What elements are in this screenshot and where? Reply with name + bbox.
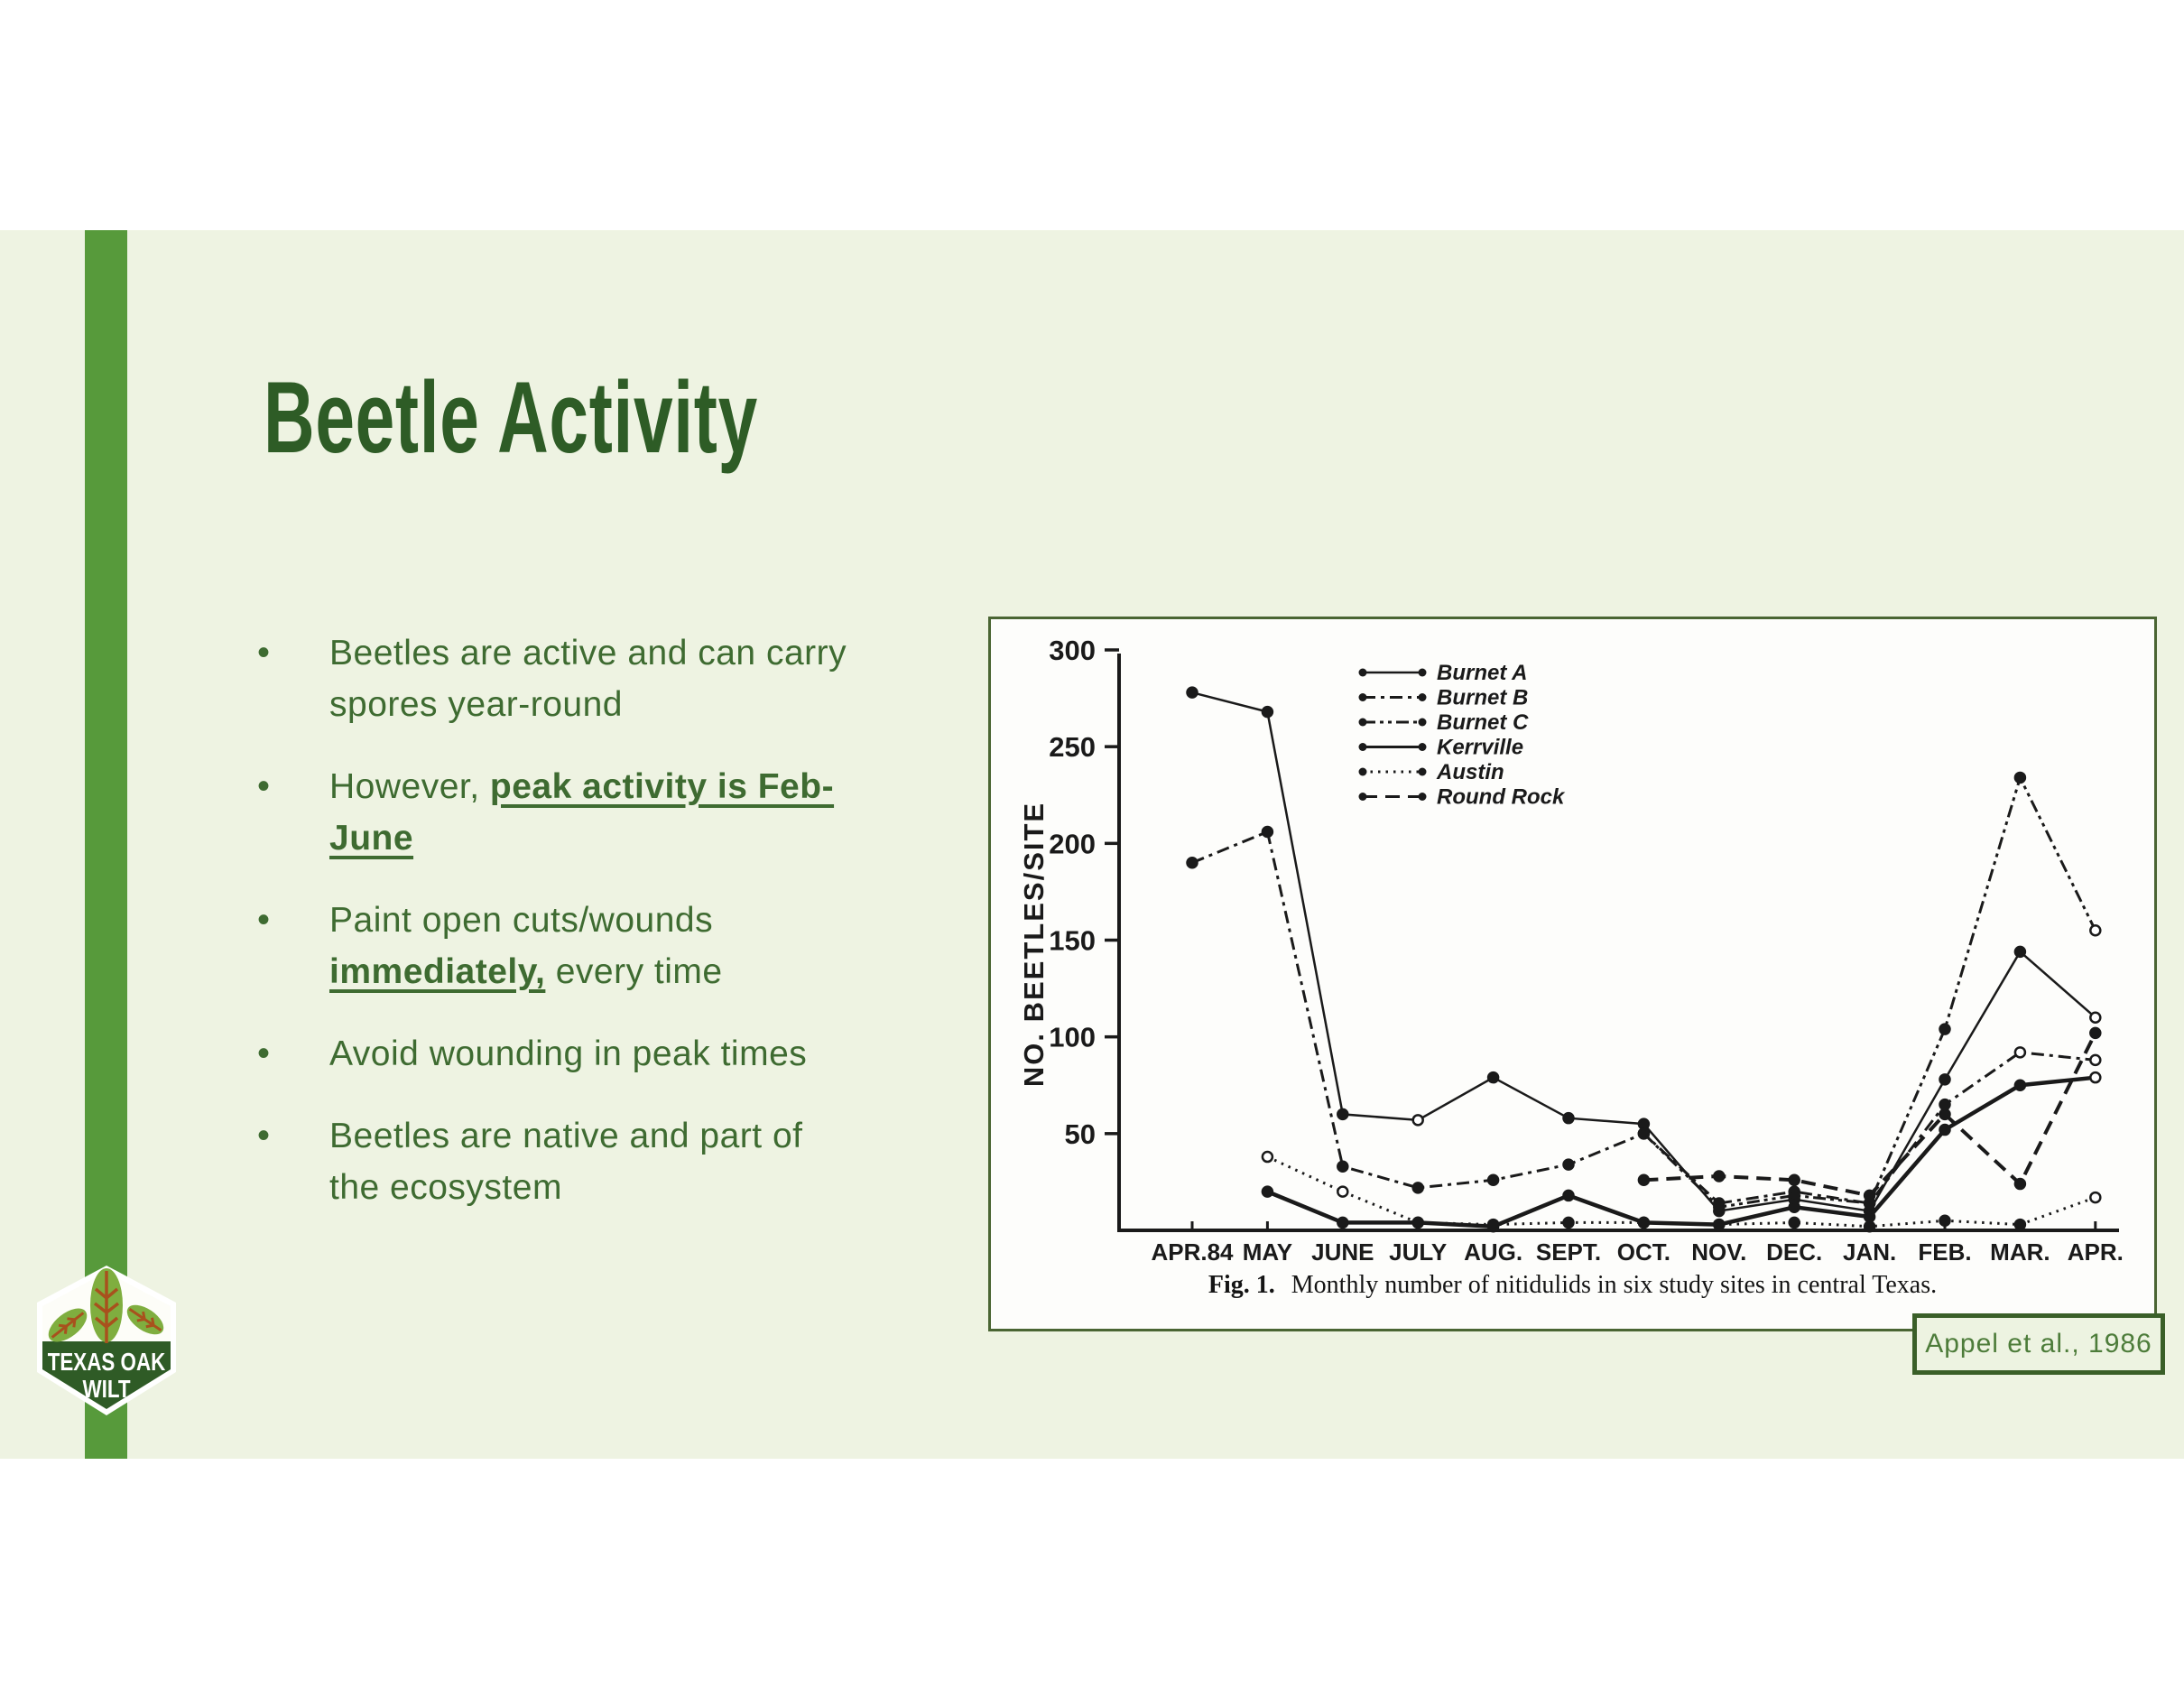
svg-text:APR.: APR.	[2067, 1238, 2124, 1266]
list-item	[257, 1110, 943, 1213]
svg-text:OCT.: OCT.	[1616, 1238, 1671, 1266]
svg-text:NO. BEETLES/SITE: NO. BEETLES/SITE	[1018, 801, 1050, 1088]
svg-text:SEPT.: SEPT.	[1535, 1238, 1602, 1266]
page-title: Beetle Activity	[264, 361, 758, 474]
figure-panel	[988, 617, 2157, 1331]
bullet-text: However, peak activity is Feb- June	[329, 767, 835, 858]
bullet-text: Paint open cuts/wounds immediately, every time	[329, 901, 723, 991]
beetle-activity-chart	[991, 619, 2154, 1329]
svg-text:250: 250	[1049, 731, 1096, 764]
list-item	[257, 1028, 943, 1080]
logo-text-line1: TEXAS OAK	[47, 1348, 166, 1377]
bullet-text: Avoid wounding in peak times	[329, 1034, 808, 1073]
svg-text:50: 50	[1064, 1118, 1096, 1150]
bullet-list	[257, 627, 943, 1244]
list-item	[257, 761, 943, 864]
bullet-marker: •	[257, 633, 271, 672]
svg-text:APR.84: APR.84	[1151, 1238, 1234, 1266]
svg-text:200: 200	[1049, 828, 1096, 860]
svg-text:DEC.: DEC.	[1766, 1238, 1823, 1266]
svg-text:150: 150	[1049, 924, 1096, 957]
bullet-text: Beetles are native and part of the ecosystem	[329, 1117, 803, 1207]
bullet-marker: •	[257, 1116, 271, 1155]
texas-oak-wilt-logo	[30, 1260, 183, 1445]
citation-text: Appel et al., 1986	[1925, 1329, 2152, 1359]
svg-text:AUG.: AUG.	[1464, 1238, 1523, 1266]
citation-box	[1912, 1313, 2165, 1375]
bullet-marker: •	[257, 766, 271, 806]
figure-caption-text: Monthly number of nitidulids in six study sites in central Texas.	[1291, 1271, 1938, 1299]
svg-text:Austin: Austin	[1437, 760, 1504, 784]
svg-text:NOV.: NOV.	[1691, 1238, 1747, 1266]
svg-text:MAY: MAY	[1242, 1238, 1293, 1266]
svg-text:Burnet B: Burnet B	[1437, 685, 1529, 710]
svg-text:JAN.: JAN.	[1842, 1238, 1897, 1266]
figure-number: Fig. 1.	[1208, 1271, 1275, 1299]
svg-text:Kerrville: Kerrville	[1437, 735, 1524, 760]
svg-text:FEB.: FEB.	[1918, 1238, 1972, 1266]
svg-text:Burnet A: Burnet A	[1437, 661, 1528, 685]
bullet-marker: •	[257, 900, 271, 940]
logo-text-line2: WILT	[82, 1375, 131, 1404]
svg-text:Burnet C: Burnet C	[1437, 710, 1529, 735]
list-item	[257, 627, 943, 730]
svg-text:100: 100	[1049, 1021, 1096, 1053]
bullet-marker: •	[257, 1034, 271, 1073]
svg-text:JULY: JULY	[1389, 1238, 1448, 1266]
svg-text:Round Rock: Round Rock	[1437, 784, 1565, 810]
figure-caption	[991, 1271, 2154, 1300]
list-item	[257, 895, 943, 997]
svg-text:MAR.: MAR.	[1990, 1238, 2050, 1266]
svg-text:300: 300	[1049, 635, 1096, 666]
svg-text:JUNE: JUNE	[1311, 1238, 1374, 1266]
bullet-text: Beetles are active and can carry spores year-round	[329, 634, 847, 724]
